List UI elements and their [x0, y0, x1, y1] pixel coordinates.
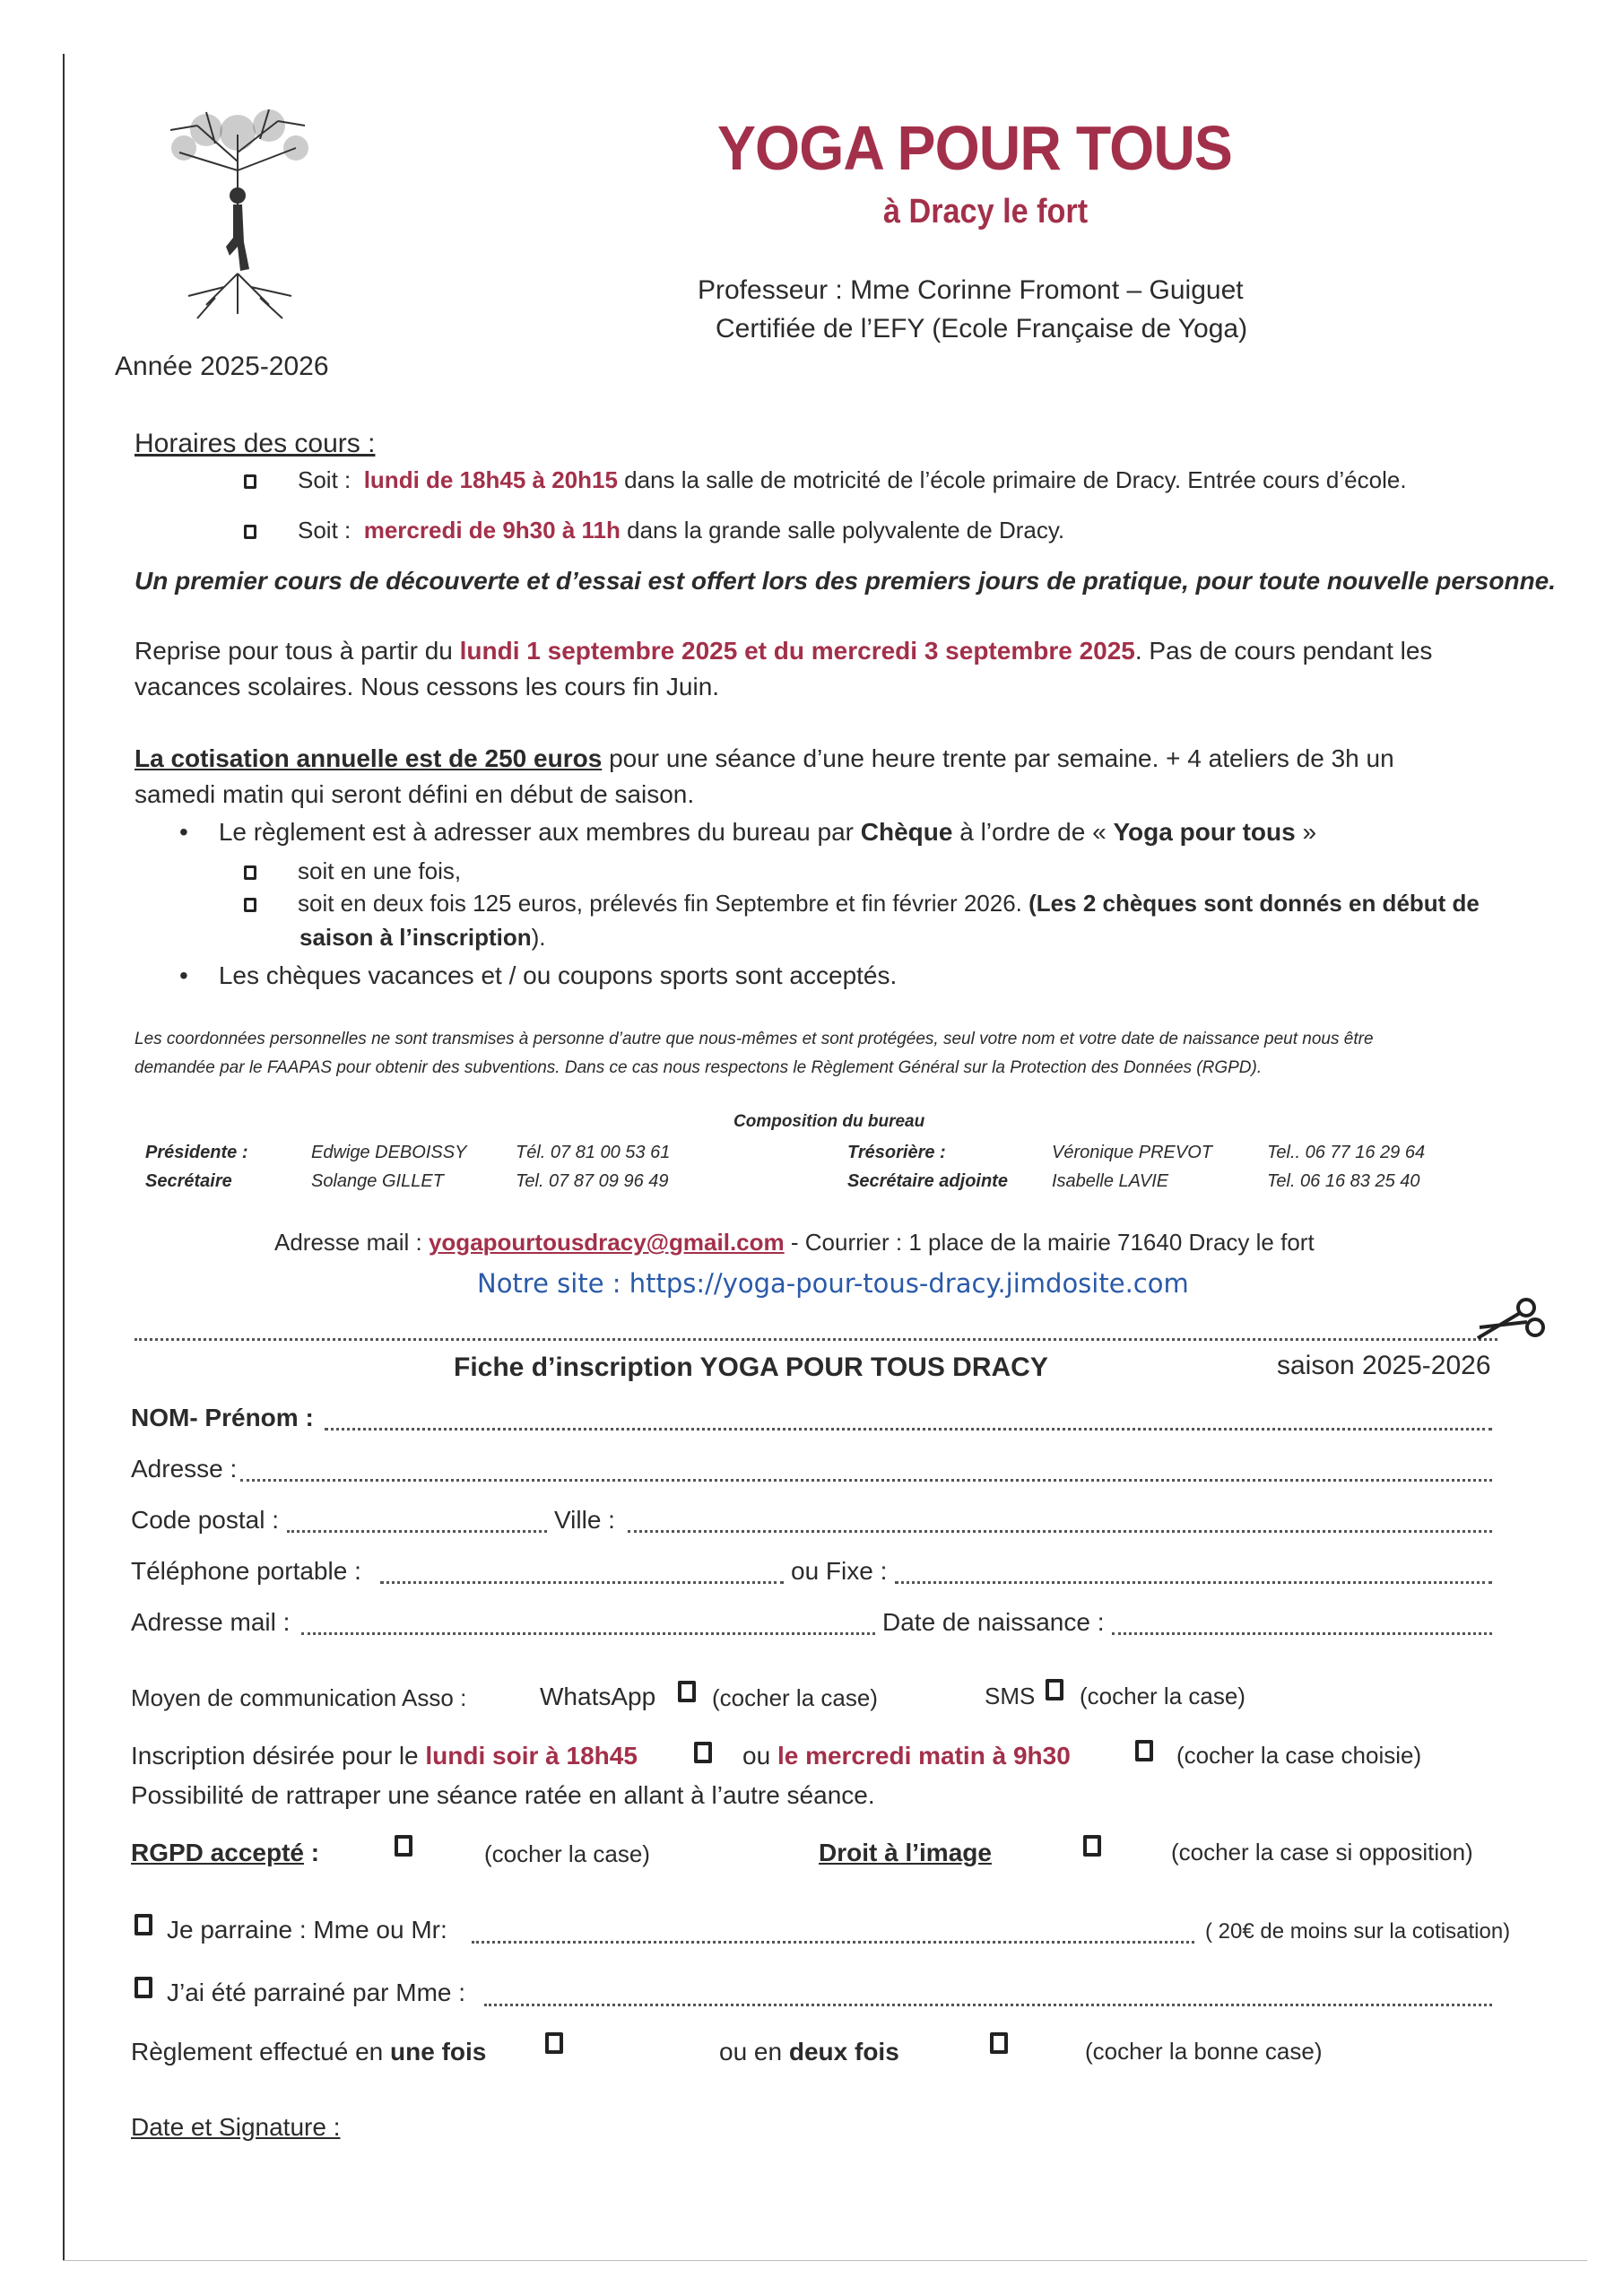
parraine-par-label: J’ai été parrainé par Mme : [167, 1979, 466, 2006]
reglement-bullet: • Le règlement est à adresser aux membres du bureau par Chèque à l’ordre de « Yoga pour tous » [179, 818, 1317, 846]
droit-opposition: (cocher la case si opposition) [1171, 1839, 1473, 1866]
tel-label: Téléphone portable : [131, 1557, 361, 1585]
ville-field[interactable] [628, 1530, 1492, 1533]
page-subtitle: à Dracy le fort [883, 193, 1089, 230]
inscription-choisie: (cocher la case choisie) [1176, 1742, 1422, 1769]
comm-label: Moyen de communication Asso : [131, 1684, 467, 1711]
page-title: YOGA POUR TOUS [717, 113, 1232, 183]
parraine-checkbox[interactable] [135, 1914, 152, 1935]
teacher-line: Professeur : Mme Corinne Fromont – Guiguet [698, 275, 1244, 305]
schedule-heading: Horaires des cours : [135, 429, 376, 458]
reglement-line: Règlement effectué en une fois [131, 2038, 487, 2066]
email-link[interactable]: yogapourtousdracy@gmail.com [428, 1229, 785, 1256]
tel-field[interactable] [380, 1581, 784, 1584]
bureau-title: Composition du bureau [733, 1112, 925, 1131]
sms-label: SMS [985, 1683, 1036, 1709]
adresse-label: Adresse : [131, 1455, 238, 1483]
checkbox-square-icon [244, 525, 256, 539]
mail-label: Adresse mail : [131, 1608, 291, 1636]
fixe-field[interactable] [895, 1581, 1492, 1584]
inscription-mercredi: ou le mercredi matin à 9h30 [742, 1742, 1071, 1770]
deux-fois-label: ou en deux fois [719, 2038, 899, 2066]
form-title: Fiche d’inscription YOGA POUR TOUS DRACY [454, 1352, 1048, 1382]
bonne-case: (cocher la bonne case) [1085, 2038, 1323, 2065]
cp-label: Code postal : [131, 1506, 279, 1534]
privacy-line-2: demandée par le FAAPAS pour obtenir des subventions. Dans ce cas nous respectons le Règlement Général sur la Protection des Données (RGPD). [135, 1058, 1263, 1077]
sms-cocher: (cocher la case) [1080, 1683, 1245, 1709]
une-fois-checkbox[interactable] [545, 2032, 563, 2054]
bureau-secretaire: Secrétaire Solange GILLET Tel. 07 87 09 96 49 [145, 1171, 669, 1191]
checkbox-square-icon [244, 865, 256, 880]
certified-line: Certifiée de l’EFY (Ecole Française de Yoga) [716, 314, 1248, 344]
form-season: saison 2025-2026 [1277, 1351, 1491, 1380]
droit-image-checkbox[interactable] [1083, 1835, 1101, 1857]
checkbox-square-icon [244, 898, 256, 912]
year-label: Année 2025-2026 [115, 352, 329, 381]
whatsapp-checkbox[interactable] [678, 1681, 696, 1702]
whatsapp-cocher: (cocher la case) [712, 1684, 878, 1711]
contact-line: Adresse mail : yogapourtousdracy@gmail.com - Courrier : 1 place de la mairie 71640 Dracy le fort [274, 1229, 1315, 1256]
mail-field[interactable] [301, 1632, 875, 1635]
scissors-icon [1471, 1292, 1551, 1345]
parraine-par-field[interactable] [484, 2004, 1492, 2006]
scan-bottom [63, 2260, 1587, 2261]
reglement-option-2-cont: saison à l’inscription). [299, 924, 546, 951]
reprise-line-2: vacances scolaires. Nous cessons les cours fin Juin. [135, 673, 720, 700]
cheques-bullet: • Les chèques vacances et / ou coupons sports sont acceptés. [179, 961, 898, 989]
signature-label: Date et Signature : [131, 2113, 341, 2141]
nom-field[interactable] [325, 1428, 1492, 1431]
parraine-moins: ( 20€ de moins sur la cotisation) [1205, 1919, 1511, 1944]
parraine-field[interactable] [472, 1941, 1194, 1944]
cp-field[interactable] [287, 1530, 547, 1533]
checkbox-square-icon [244, 474, 256, 489]
reglement-option-2: soit en deux fois 125 euros, prélevés fin Septembre et fin février 2026. (Les 2 chèques sont donnés en début de [244, 890, 1480, 918]
mercredi-checkbox[interactable] [1135, 1740, 1153, 1761]
rattraper-line: Possibilité de rattraper une séance ratée en allant à l’autre séance. [131, 1781, 875, 1809]
nom-label: NOM- Prénom : [131, 1404, 314, 1431]
sms-checkbox[interactable] [1046, 1679, 1063, 1700]
deux-fois-checkbox[interactable] [990, 2032, 1008, 2054]
rgpd-checkbox[interactable] [395, 1835, 412, 1857]
droit-image-label: Droit à l’image [819, 1839, 992, 1866]
website-link[interactable]: https://yoga-pour-tous-dracy.jimdosite.com [629, 1268, 1189, 1299]
bureau-presidente: Présidente : Edwige DEBOISSY Tél. 07 81 00 53 61 [145, 1143, 671, 1162]
adresse-field[interactable] [240, 1479, 1492, 1482]
cotisation-line-2: samedi matin qui seront défini en début de saison. [135, 780, 695, 808]
inscription-line: Inscription désirée pour le lundi soir à 18h45 [131, 1742, 638, 1770]
cotisation-line: La cotisation annuelle est de 250 euros pour une séance d’une heure trente par semaine. + 4 ateliers de 3h un [135, 744, 1394, 772]
naissance-field[interactable] [1112, 1632, 1492, 1635]
fixe-label: ou Fixe : [791, 1557, 888, 1585]
site-line: Notre site : https://yoga-pour-tous-dracy.jimdosite.com [477, 1268, 1189, 1299]
whatsapp-label: WhatsApp [540, 1683, 656, 1710]
trial-notice: Un premier cours de découverte et d’essai est offert lors des premiers jours de pratique, pour toute nouvelle personne. [135, 567, 1557, 595]
schedule-item-monday: Soit : lundi de 18h45 à 20h15 dans la salle de motricité de l’école primaire de Dracy. Entrée cours d’école. [244, 466, 1407, 494]
reglement-option-1: soit en une fois, [244, 857, 461, 885]
parraine-par-checkbox[interactable] [135, 1977, 152, 1998]
ville-label: Ville : [554, 1506, 615, 1534]
schedule-item-wednesday: Soit : mercredi de 9h30 à 11h dans la grande salle polyvalente de Dracy. [244, 517, 1064, 544]
bureau-secretaire-adjointe: Secrétaire adjointe Isabelle LAVIE Tel. 06 16 83 25 40 [847, 1171, 1420, 1191]
parraine-label: Je parraine : Mme ou Mr: [167, 1916, 447, 1944]
scan-edge [63, 54, 65, 2260]
rgpd-cocher: (cocher la case) [484, 1840, 650, 1867]
cut-line [135, 1338, 1497, 1341]
lundi-checkbox[interactable] [694, 1742, 712, 1763]
tree-yoga-logo [143, 99, 332, 323]
privacy-line-1: Les coordonnées personnelles ne sont transmises à personne d’autre que nous-mêmes et sont protégées, seul votre nom et votre date de naissance peut nous être [135, 1030, 1374, 1048]
rgpd-label: RGPD accepté : [131, 1839, 320, 1866]
bureau-tresoriere: Trésorière : Véronique PREVOT Tel.. 06 77 16 29 64 [847, 1143, 1426, 1162]
naissance-label: Date de naissance : [882, 1608, 1105, 1636]
reprise-line: Reprise pour tous à partir du lundi 1 septembre 2025 et du mercredi 3 septembre 2025. Pas de cours pendant les [135, 637, 1433, 665]
